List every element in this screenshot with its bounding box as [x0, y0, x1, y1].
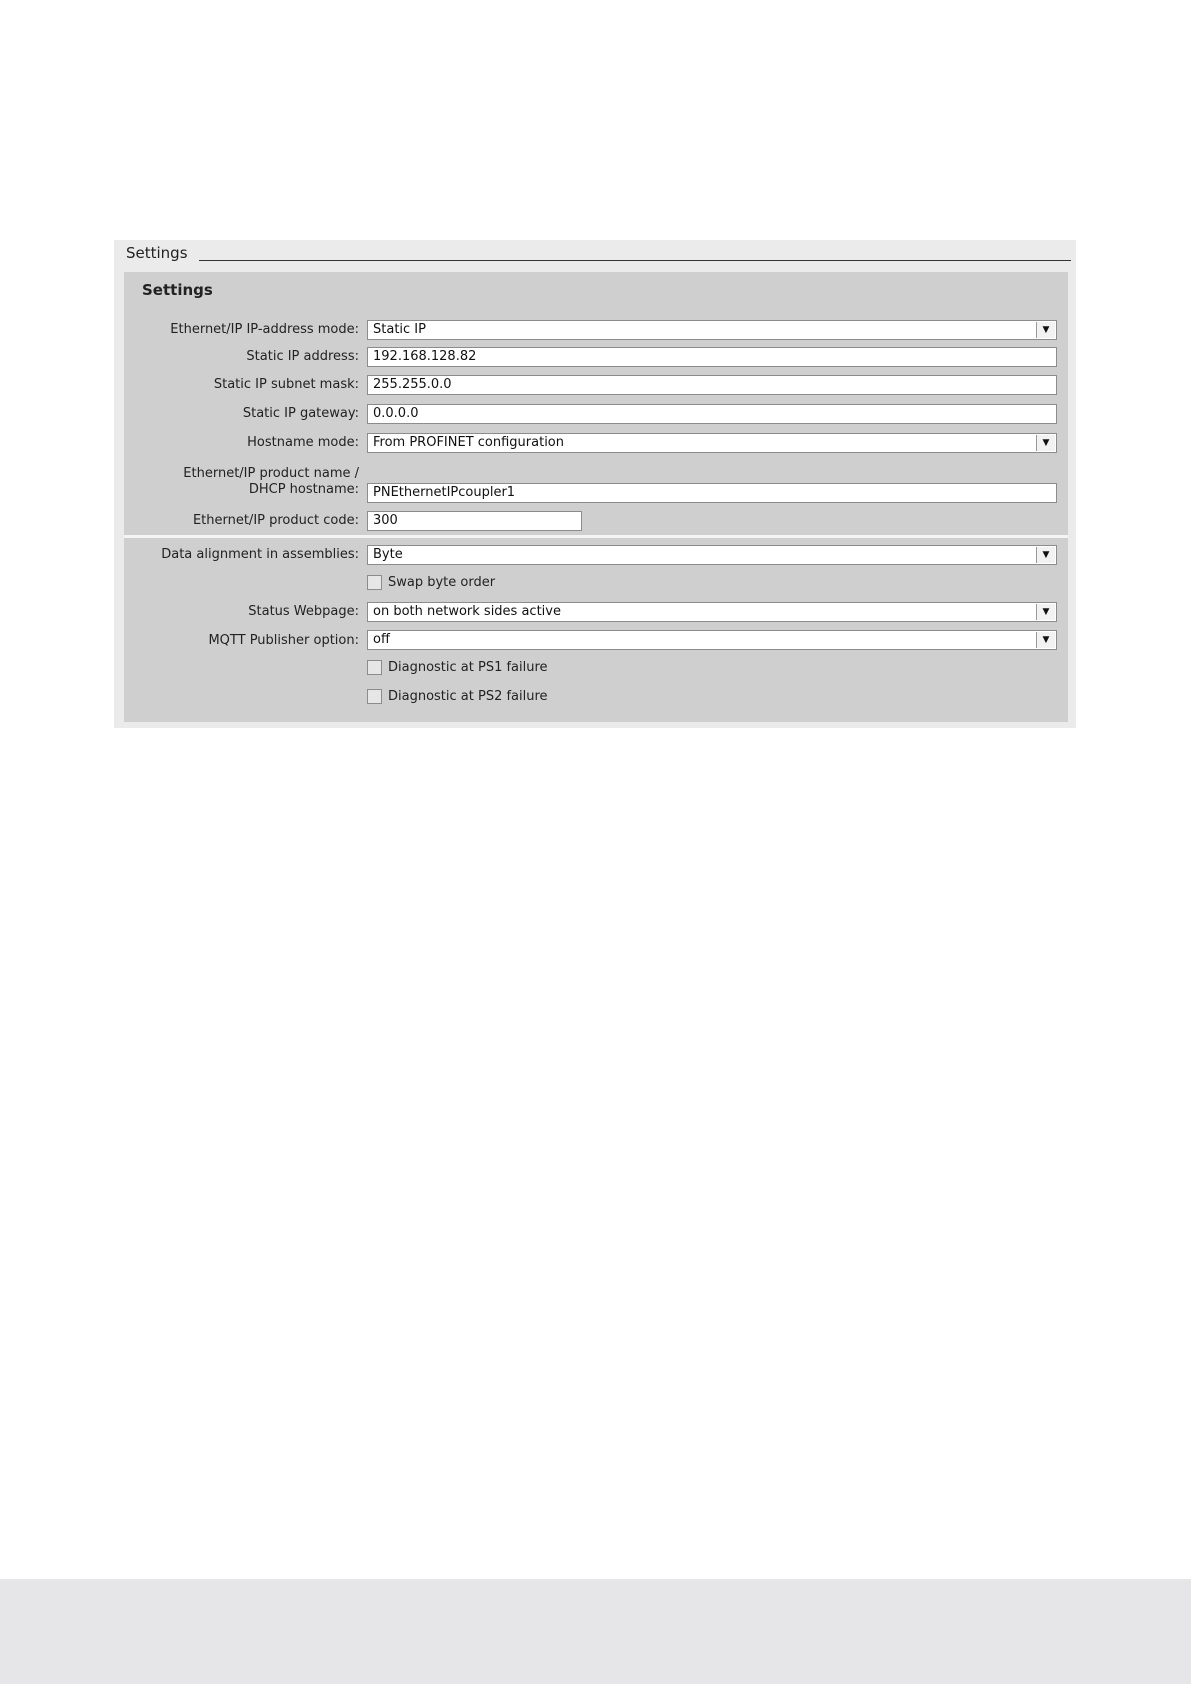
mqtt-value: off: [373, 632, 390, 647]
gateway-label: Static IP gateway:: [242, 406, 359, 421]
checkbox-icon[interactable]: [367, 660, 382, 675]
data-alignment-value: Byte: [373, 547, 403, 562]
chevron-down-icon[interactable]: ▼: [1036, 322, 1055, 338]
chevron-down-icon[interactable]: ▼: [1036, 604, 1055, 620]
panel-heading: Settings: [142, 281, 213, 299]
footer-band: [0, 1579, 1191, 1684]
subnet-mask-label: Static IP subnet mask:: [213, 377, 359, 392]
hostname-mode-select[interactable]: [367, 433, 1057, 453]
panel-divider: [124, 535, 1068, 538]
data-alignment-label: Data alignment in assemblies:: [161, 547, 359, 562]
subnet-mask-input[interactable]: 255.255.0.0: [367, 375, 1057, 395]
status-webpage-value: on both network sides active: [373, 604, 561, 619]
checkbox-icon[interactable]: [367, 575, 382, 590]
product-name-label-line2: DHCP hostname:: [248, 482, 359, 497]
diag-ps1-checkbox[interactable]: [367, 658, 548, 676]
diag-ps1-label: Diagnostic at PS1 failure: [388, 659, 548, 675]
gateway-input[interactable]: 0.0.0.0: [367, 404, 1057, 424]
diag-ps2-checkbox[interactable]: [367, 687, 548, 705]
settings-frame: [114, 240, 1076, 728]
static-ip-label: Static IP address:: [246, 349, 359, 364]
mqtt-label: MQTT Publisher option:: [208, 633, 359, 648]
ip-mode-select[interactable]: [367, 320, 1057, 340]
frame-divider: [199, 260, 1071, 261]
ip-mode-label: Ethernet/IP IP-address mode:: [170, 322, 359, 337]
product-name-label-line1: Ethernet/IP product name /: [183, 466, 359, 481]
diag-ps2-label: Diagnostic at PS2 failure: [388, 688, 548, 704]
status-webpage-label: Status Webpage:: [248, 604, 359, 619]
ip-mode-value: Static IP: [373, 322, 426, 337]
chevron-down-icon[interactable]: ▼: [1036, 435, 1055, 451]
static-ip-input[interactable]: 192.168.128.82: [367, 347, 1057, 367]
settings-panel: [124, 272, 1068, 722]
chevron-down-icon[interactable]: ▼: [1036, 632, 1055, 648]
chevron-down-icon[interactable]: ▼: [1036, 547, 1055, 563]
product-code-label: Ethernet/IP product code:: [192, 513, 359, 528]
swap-byte-order-label: Swap byte order: [388, 574, 496, 590]
data-alignment-select[interactable]: [367, 545, 1057, 565]
swap-byte-order-checkbox[interactable]: [367, 573, 495, 591]
product-name-label: [183, 466, 359, 498]
frame-title: Settings: [126, 244, 194, 262]
checkbox-icon[interactable]: [367, 689, 382, 704]
product-code-input[interactable]: 300: [367, 511, 582, 531]
status-webpage-select[interactable]: [367, 602, 1057, 622]
product-name-input[interactable]: PNEthernetIPcoupler1: [367, 483, 1057, 503]
mqtt-select[interactable]: [367, 630, 1057, 650]
hostname-mode-label: Hostname mode:: [247, 435, 359, 450]
hostname-mode-value: From PROFINET configuration: [373, 435, 565, 450]
